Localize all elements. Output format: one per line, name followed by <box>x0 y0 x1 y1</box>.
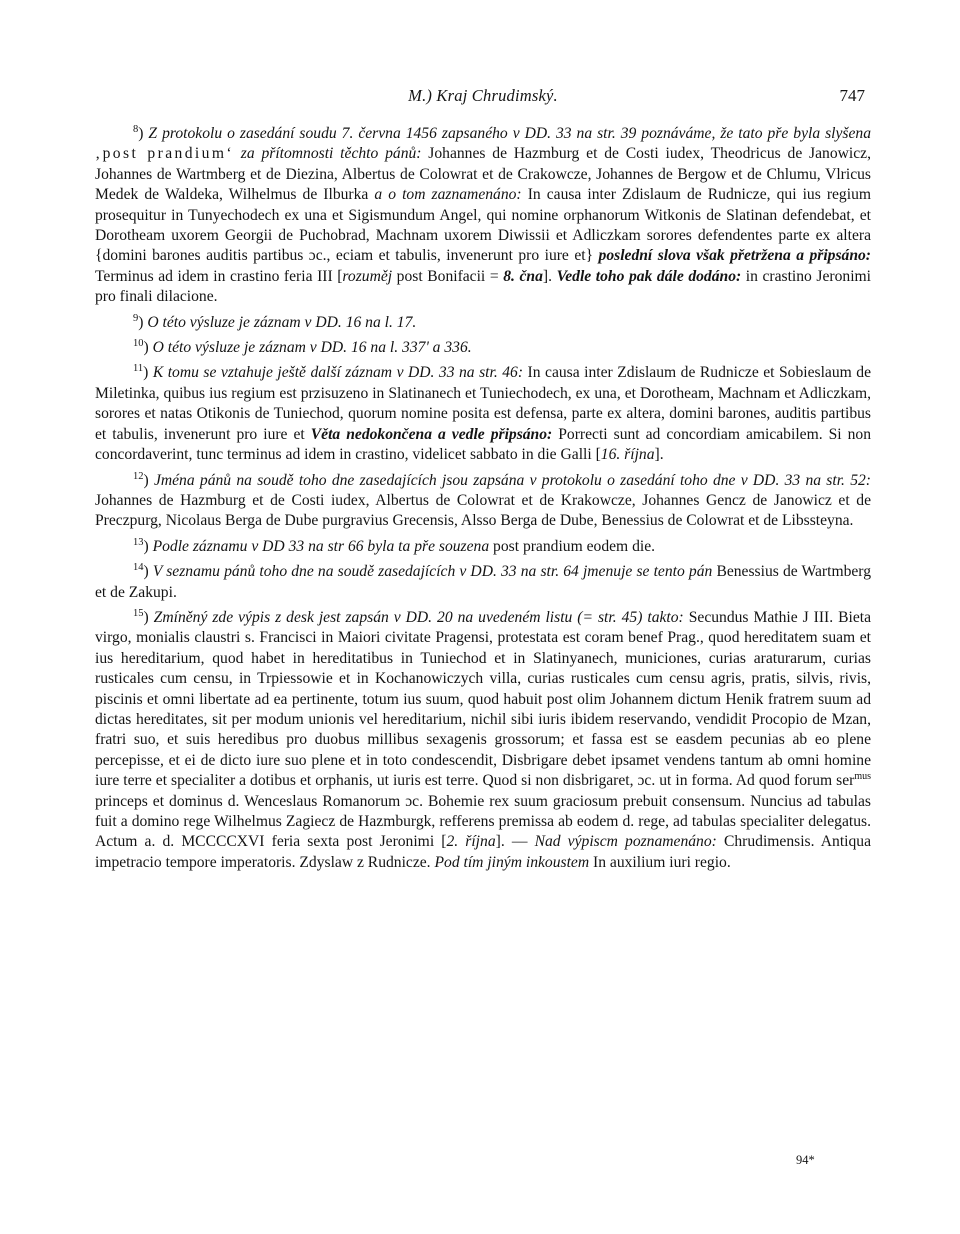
footnote-number: 9 <box>133 312 139 324</box>
note-text: 8. čna <box>503 267 543 285</box>
footnote-number: 11 <box>133 363 144 375</box>
footnote-number: 8 <box>133 123 139 135</box>
footnote-14: $^{14}$) V seznamu pánů toho dne na soudě zasedajících v DD. 33 na str. 64 jmenuje se tento pán Benessius de Wartmberg et de Zakupi. <box>95 561 871 601</box>
note-text: post prandium eodem die. <box>493 537 656 555</box>
note-text: post Bonifacii = <box>396 267 499 285</box>
note-text: ]. — <box>495 833 528 851</box>
note-text: In auxilium iuri regio. <box>593 853 731 871</box>
running-title: M.) Kraj Chrudimský. <box>408 86 558 105</box>
note-text: Věta nedokončena a vedle připsáno: <box>310 425 553 443</box>
footnote-number: 14 <box>133 561 144 573</box>
note-text: in crastino Jeronimi pro finali dilacione. <box>95 267 871 306</box>
note-text: O této výsluze je záznam v DD. 16 na l. 337' a 336. <box>152 339 472 357</box>
note-text: ]. <box>542 267 552 285</box>
footnote-11: $^{11}$) K tomu se vztahuje ještě další záznam v DD. 33 na str. 46: In causa inter Zdislaum de Rudnicze et Sobieslaum de Miletinka, quibus ius regium est przisuzeno in Slatinanech et Tuniechodech, ex una, et Dorotheam, Machnam et Adliczkam, sorores et natas Otikonis de Tuniechod, quorum nomine posita est defensa, parte ex altera, domini barones, auditis partibus et tabulis, invenerunt pro iure et Věta nedokončena a vedle připsáno: Porrecti sunt ad concordiam amicabilem. Si non concordaverint, tunc terminus ad idem in crastino, videlicet sabbato in die Galli [16. října]. <box>95 363 872 464</box>
note-text: Pod tím jiným inkoustem <box>434 853 590 871</box>
note-text: V seznamu pánů toho dne na soudě zasedajících v DD. 33 na str. 64 jmenuje se tento pán <box>152 563 713 581</box>
page <box>95 82 871 878</box>
footnote-number: 12 <box>133 470 144 482</box>
note-text: Benessius de Wartmberg et de Zakupi. <box>95 563 871 601</box>
note-text: poslední slova však přetržena a připsáno: <box>598 247 871 265</box>
note-text: K tomu se vztahuje ještě další záznam v DD. 33 na str. 46: <box>152 364 524 382</box>
footnote-10: $^{10}$) O této výsluze je záznam v DD. 16 na l. 337' a 336. <box>133 337 472 357</box>
note-text: Nad výpiscm poznamenáno: <box>534 833 717 851</box>
note-text: za přítomnosti těchto pánů: <box>240 145 422 163</box>
note-text: In causa inter Zdislaum de Rudnicze, qui ius regium prosequitur in Tunyechodech ex una et Sigismundum Angel, qui nomine orphanorum Witkonis de Slatinan defendebat, et Dorotheam uxorem Georgii de Puchobrad, Machnam uxorem Diwissii et Adliczkam sorores defendentes parte ex altera {domini barones auditis partibus ɔc., eciam et tabulis, invenerunt pro iure et} <box>95 186 871 265</box>
note-text: 16. října <box>600 446 655 464</box>
note-text: a o tom zaznamenáno: <box>374 186 522 204</box>
footnote-number: 10 <box>133 337 144 349</box>
footnote-9: $^9$) O této výsluze je záznam v DD. 16 na l. 17. <box>133 312 417 331</box>
page-number: 747 <box>839 86 865 105</box>
note-text: ]. <box>654 446 664 464</box>
footnote-8: $^8$) Z protokolu o zasedání soudu 7. června 1456 zapsaného v DD. 33 na str. 39 poznáváme, že tato pře byla slyšena ‚post prandium‘ za přítomnosti těchto pánů: Johannes de Hazmburg et de Costi iudex, Theodricus de Janowicz, Johannes de Wartmberg et de Diezina, Albertus de Colowrat et de Crakowcze, Johannes de Bergow et de Chlumu, Vlricus Medek de Waldeka, Wilhelmus de Ilburka a o tom zaznamenáno: In causa inter Zdislaum de Rudnicze, qui ius regium prosequitur in Tunyechodech ex una et Sigismundum Angel, qui nomine orphanorum Witkonis de Slatinan defendebat, et Dorotheam uxorem Georgii de Puchobrad, Machnam uxorem Diwissii et Adliczkam sorores defendentes parte ex altera {domini barones auditis partibus ɔc., eciam et tabulis, invenerunt pro iure et} poslední slova však přetržena a připsáno: Terminus ad idem in crastino feria III [rozuměj post Bonifacii = 8. čna]. Vedle toho pak dále dodáno: in crastino Jeronimi pro finali dilacione. <box>95 123 871 306</box>
note-text: princeps et dominus d. Wenceslaus Romanorum ɔc. Bohemie rex suum graciosum prebuit consensum. Nuncius ad tabulas fuit a domino rege Wilhelmus Zagiecz de Hazmburgk, refferens premissa ab eodem d. rege, ad tabulas specialiter delegatus. Actum a. d. MCCCCXVI feria sexta post Jeronimi [ <box>95 792 871 851</box>
footnote-number: 13 <box>133 536 144 548</box>
note-text: Jména pánů na soudě toho dne zasedajících jsou zapsána v protokolu o zasedání toho dne v DD. 33 na str. 52: <box>153 471 871 489</box>
note-text: Chrudimensis. Antiqua impetracio tempore imperatoris. Zdyslaw z Rudnicze. <box>95 833 871 871</box>
running-head <box>95 82 871 112</box>
note-text: Terminus ad idem in crastino feria III [ <box>95 267 343 285</box>
note-text: Podle záznamu v DD 33 na str 66 byla ta pře souzena <box>152 537 490 555</box>
note-text: Porrecti sunt ad concordiam amicabilem. Si non concordaverint, tunc terminus ad idem in crastino, videlicet sabbato in die Galli [ <box>95 425 872 464</box>
note-text: In causa inter Zdislaum de Rudnicze et Sobieslaum de Miletinka, quibus ius regium est przisuzeno in Slatinanech et Tuniechodech, ex una, et Dorotheam, Machnam et Adliczkam, sorores et natas Otikonis de Tuniechod, quorum nomine posita est defensa, parte ex altera, domini barones, auditis partibus et tabulis, invenerunt pro iure et <box>95 364 871 443</box>
note-text: Johannes de Hazmburg et de Costi iudex, Theodricus de Janowicz, Johannes de Wartmberg et de Diezina, Albertus de Colowrat et de Crakowcze, Johannes de Bergow et de Chlumu, Vlricus Medek de Waldeka, Wilhelmus de Ilburka <box>95 145 871 204</box>
note-text: Z protokolu o zasedání soudu 7. června 1456 zapsaného v DD. 33 na str. 39 poznáváme, že tato pře byla slyšena <box>148 125 871 142</box>
note-text: O této výsluze je záznam v DD. 16 na l. 17. <box>147 313 417 331</box>
note-text: Johannes de Hazmburg et de Costi iudex, Albertus de Colowrat et de Krakowcze, Johannes Gencz de Janowicz et de Preczpurg, Nicolaus Berga de Dube purgravius Grecensis, Alsso Berga de Dube, Benessius de Colowrat et de Libssteyna. <box>95 491 871 530</box>
note-text: rozuměj <box>342 267 393 285</box>
note-text: Vedle toho pak dále dodáno: <box>556 267 742 285</box>
note-text: Zmíněný zde výpis z desk jest zapsán v DD. 20 na uvedeném listu (= str. 45) takto: <box>153 608 684 626</box>
note-text: Secundus Mathie J III. Bieta virgo, monialis claustri s. Francisci in Maiori civitate Pragensi, protestata est coram benef Prag., quod hereditatem suam et ius hereditarium, quod habet in hereditatibus in Tuniechod et in Slatinyanech, municiones, curias araturarum, curias rusticales cum censu, in Trpiessowie et in Kochanowiczych villa, curias rusticales cum censu agris, pratis, silvis, rivis, piscinis et omni libertate ad ea pertinente, totum ius suum, quod habuit post olim Johannem dictum Henik fratrem suum ad dictas hereditates, sit per modum unionis vel hereditarium, nichil sibi iuris ibidem reservando, vendidit Procopio de Mzan, fratri suo, et suis heredibus pro duobus millibus sexagenis grossorum; et fassa est se easdem pecunias ab eo plene percepisse, et ei de dicto iure suo plene et in toto condescendit, Disbrigare debet ipsamet vendens tantum ab omni homine iure terre et specialiter a dotibus et orphanis, ut iuris est terre. Quod si non disbrigaret, ɔc. ut in forma. Ad quod forum ser <box>95 608 871 790</box>
superscript: mus <box>854 771 871 782</box>
note-text: ‚post prandium‘ <box>95 145 234 163</box>
footnotes <box>95 124 871 873</box>
footnote-12: $^{12}$) Jména pánů na soudě toho dne zasedajících jsou zapsána v protokolu o zasedání toho dne v DD. 33 na str. 52: Johannes de Hazmburg et de Costi iudex, Albertus de Colowrat et de Krakowcze, Johannes Gencz de Janowicz et de Preczpurg, Nicolaus Berga de Dube purgravius Grecensis, Alsso Berga de Dube, Benessius de Colowrat et de Libssteyna. <box>95 470 871 530</box>
footnote-number: 15 <box>133 607 144 619</box>
note-text: 2. října <box>446 833 496 851</box>
footnote-13: $^{13}$) Podle záznamu v DD 33 na str 66 byla ta pře souzena post prandium eodem die. <box>133 536 656 555</box>
footnote-15: $^{15}$) Zmíněný zde výpis z desk jest zapsán v DD. 20 na uvedeném listu (= str. 45) takto: Secundus Mathie J III. Bieta virgo, monialis claustri s. Francisci in Maiori civitate Pragensi, protestata est coram benef Prag., quod hereditatem suam et ius hereditarium, quod habet in hereditatibus in Tuniechod et in Slatinyanech, municiones, curias araturarum, curias rusticales cum censu, in Trpiessowie et in Kochanowiczych villa, curias rusticales cum censu agris, pratis, silvis, rivis, piscinis et omni libertate ad ea pertinente, totum ius suum, quod habuit post olim Johannem dictum Henik fratrem suum ad dictas hereditates, sit per modum unionis vel hereditarium, nichil sibi iuris ibidem reservando, vendidit Procopio de Mzan, fratri suo, et suis heredibus pro duobus millibus sexagenis grossorum; et fassa est se easdem pecunias ab eo plene percepisse, et ei de dicto iure suo plene et in toto condescendit, Disbrigare debet ipsamet vendens tantum ab omni homine iure terre et specialiter a dotibus et orphanis, ut iuris est terre. Quod si non disbrigaret, ɔc. ut in forma. Ad quod forum ser$^{mus}$ princeps et dominus d. Wenceslaus Romanorum ɔc. Bohemie rex suum graciosum prebuit consensum. Nuncius ad tabulas fuit a domino rege Wilhelmus Zagiecz de Hazmburgk, refferens premissa ab eodem d. rege, ad tabulas specialiter delegatus. Actum a. d. MCCCCXVI feria sexta post Jeronimi [2. října]. — Nad výpiscm poznamenáno: Chrudimensis. Antiqua impetracio tempore imperatoris. Zdyslaw z Rudnicze. Pod tím jiným inkoustem In auxilium iuri regio. <box>95 607 871 871</box>
printer-signature: 94* <box>796 1153 815 1167</box>
